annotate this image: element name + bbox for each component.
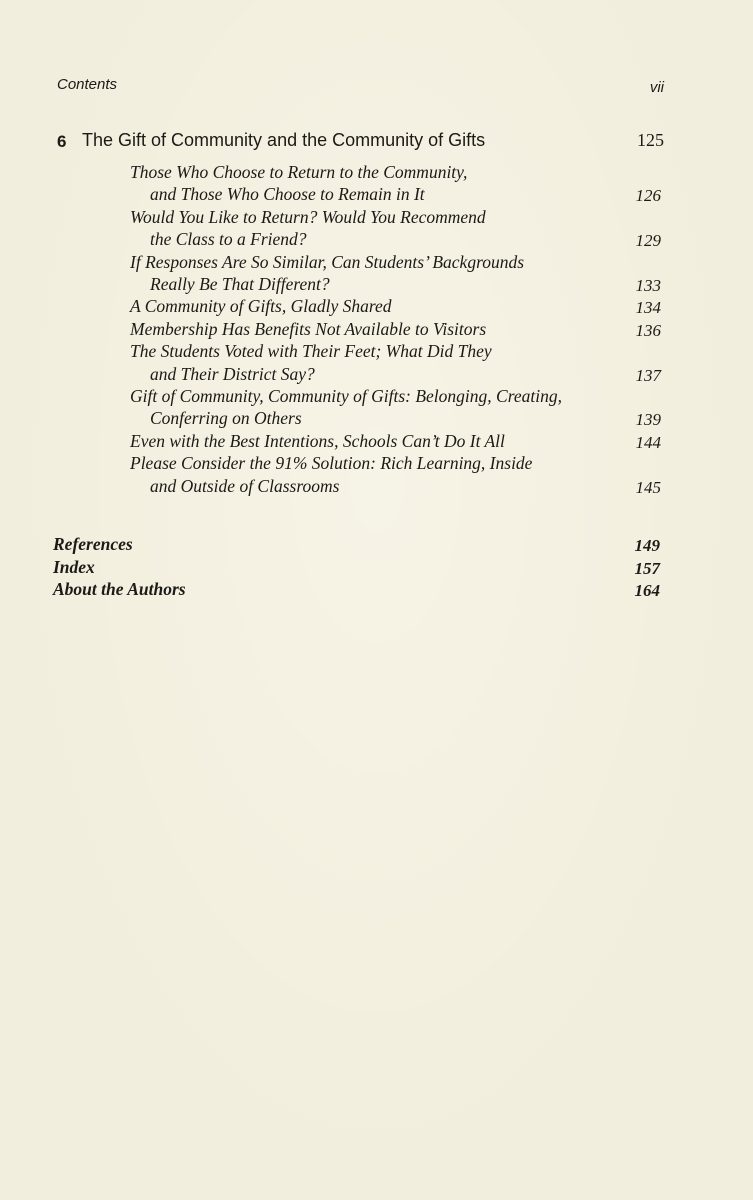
page-number: vii: [649, 79, 664, 96]
backmatter-entry: [53, 533, 660, 556]
backmatter-label: About the Authors: [53, 579, 186, 599]
section-entry: [130, 318, 661, 340]
backmatter-page: 164: [634, 581, 660, 600]
section-page: 133: [635, 276, 661, 296]
section-title-line1: Those Who Choose to Return to the Community,: [130, 162, 468, 182]
backmatter-page: 149: [634, 536, 660, 555]
section-title-line2: Conferring on Others: [150, 408, 302, 429]
section-page: 126: [635, 186, 661, 206]
section-entry: [130, 385, 661, 430]
section-title-line1: Membership Has Benefits Not Available to Visitors: [130, 318, 487, 339]
section-title-line1: A Community of Gifts, Gladly Shared: [130, 296, 392, 317]
section-title-line1: The Students Voted with Their Feet; What Did They: [130, 341, 492, 362]
section-entry: [130, 340, 661, 385]
section-title-line2: and Outside of Classrooms: [150, 475, 340, 496]
section-title-line2: and Their District Say?: [150, 363, 315, 384]
section-page: 137: [635, 365, 661, 385]
backmatter-list: [53, 533, 660, 601]
section-title-line1: Even with the Best Intentions, Schools Can’t Do It All: [130, 430, 505, 451]
section-entry: [130, 430, 661, 452]
section-entry: [130, 206, 661, 251]
chapter-title: The Gift of Community and the Community of Gifts: [82, 130, 486, 150]
section-title-line1: If Responses Are So Similar, Can Students’ Backgrounds: [130, 251, 525, 272]
backmatter-page: 157: [634, 558, 660, 578]
section-title-line2: the Class to a Friend?: [150, 229, 307, 250]
backmatter-entry: [53, 556, 660, 579]
section-title-line1: Gift of Community, Community of Gifts: Belonging, Creating,: [130, 386, 562, 407]
section-entry: [130, 452, 661, 497]
section-entry: [130, 161, 661, 206]
section-page: 129: [635, 231, 661, 251]
section-page: 145: [635, 477, 661, 497]
backmatter-label: References: [53, 534, 133, 554]
chapter-number: 6: [57, 132, 67, 151]
section-page: 134: [635, 298, 661, 318]
section-list: [130, 161, 661, 497]
backmatter-entry: [53, 578, 660, 601]
section-title-line2: Really Be That Different?: [150, 274, 330, 295]
section-title-line1: Would You Like to Return? Would You Recommend: [130, 206, 486, 227]
section-page: 139: [635, 410, 661, 430]
section-title-line1: Please Consider the 91% Solution: Rich Learning, Inside: [130, 453, 533, 474]
section-page: 144: [635, 432, 661, 452]
section-title-line2: and Those Who Choose to Remain in It: [150, 184, 425, 205]
section-entry: [130, 295, 661, 317]
section-entry: [130, 251, 661, 296]
chapter-page: 125: [637, 130, 664, 150]
section-page: 136: [635, 320, 661, 340]
backmatter-label: Index: [53, 556, 95, 577]
running-head: Contents: [57, 76, 118, 93]
